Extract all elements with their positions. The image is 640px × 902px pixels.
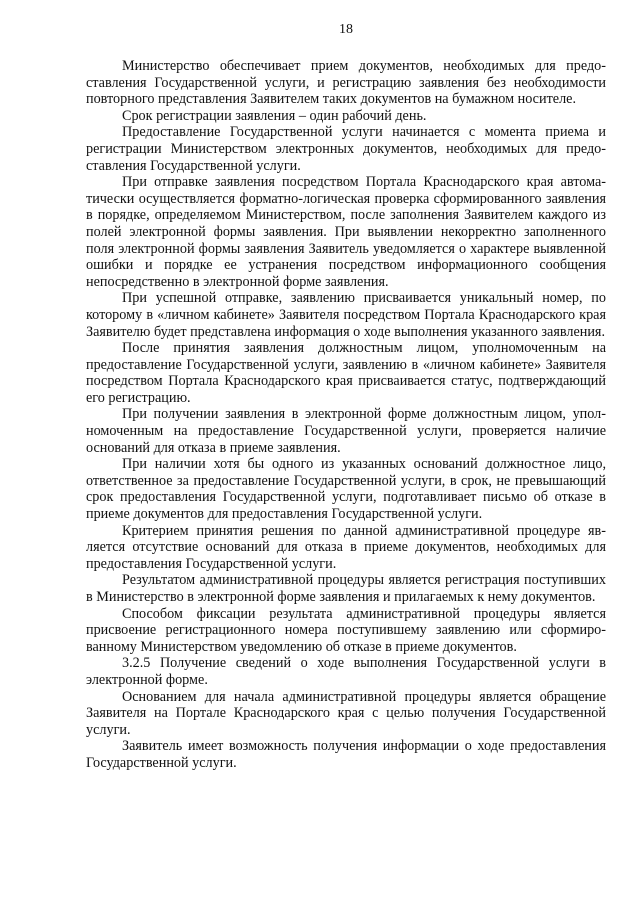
paragraph: При получении заявления в электронной форме должностным лицом, уполномоченным на предоставление Государственной услуги, проверяется наличие оснований для отказа в приеме заявления.	[86, 406, 606, 456]
paragraph: Заявитель имеет возможность получения информации о ходе предоставления Государственной услуги.	[86, 738, 606, 771]
paragraph: Основанием для начала административной процедуры является обращение Заявителя на Портале Краснодарского края с целью получения Государственной услуги.	[86, 688, 606, 738]
paragraph: Предоставление Государственной услуги начинается с момента приема и регистрации Министерством электронных документов, необходимых для предоставления Государственной услуги.	[86, 124, 606, 174]
paragraph: Министерство обеспечивает прием документов, необходимых для предоставления Государственной услуги, и регистрацию заявления без необходимости повторного представления Заявителем таких документов на бумажном носителе.	[86, 58, 606, 108]
section-heading-3-2-5: 3.2.5 Получение сведений о ходе выполнения Государственной услуги в электронной форме.	[86, 655, 606, 688]
paragraph: При наличии хотя бы одного из указанных оснований должностное лицо, ответственное за предоставление Государственной услуги, в срок, не превышающий срок предоставления Государственной услуги, подготавливает письмо об отказе в приеме документов для предоставления Государственной услуги.	[86, 456, 606, 523]
document-body	[86, 58, 606, 772]
paragraph: При отправке заявления посредством Портала Краснодарского края автоматически осуществляется форматно-логическая проверка сформированного заявления в порядке, определяемом Министерством, после заполнения Заявителем каждого из полей электронной формы заявления. При выявлении некорректно заполненного поля электронной формы заявления Заявитель уведомляется о характере выявленной ошибки и порядке ее устранения посредством информационного сообщения непосредственно в электронной форме заявления.	[86, 174, 606, 290]
paragraph: После принятия заявления должностным лицом, уполномоченным на предоставление Государственной услуги, заявлению в «личном кабинете» Заявителя посредством Портала Краснодарского края присваивается статус, подтверждающий его регистрацию.	[86, 340, 606, 406]
paragraph: При успешной отправке, заявлению присваивается уникальный номер, по которому в «личном кабинете» Заявителя посредством Портала Краснодарского края Заявителю будет представлена информация о ходе выполнения указанного заявления.	[86, 290, 606, 340]
paragraph: Критерием принятия решения по данной административной процедуре является отсутствие оснований для отказа в приеме документов, необходимых для предоставления Государственной услуги.	[86, 522, 606, 572]
page-number: 18	[339, 22, 353, 37]
paragraph: Срок регистрации заявления – один рабочий день.	[122, 107, 427, 124]
paragraph: Способом фиксации результата административной процедуры является присвоение регистрационного номера поступившему заявлению или сформированному Министерством уведомлению об отказе в приеме документов.	[86, 605, 606, 655]
paragraph: Результатом административной процедуры является регистрация поступивших в Министерство в электронной форме заявления и прилагаемых к нему документов.	[86, 572, 606, 605]
